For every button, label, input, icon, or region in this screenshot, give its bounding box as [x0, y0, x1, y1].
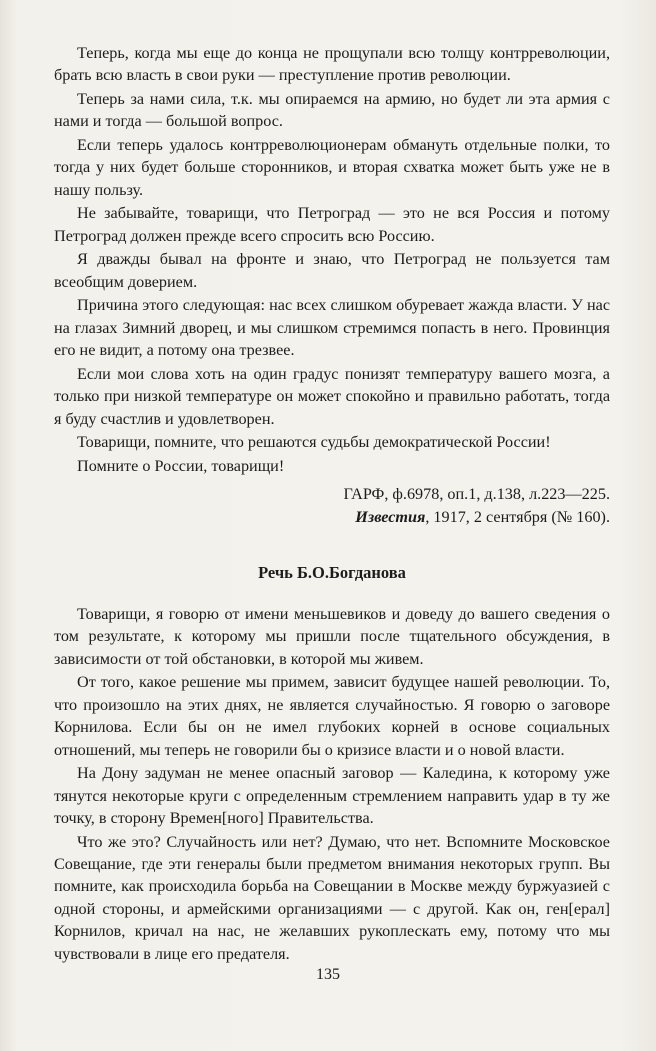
newspaper-details: , 1917, 2 сентября (№ 160).	[425, 507, 610, 526]
text-column	[54, 42, 610, 966]
newspaper-title: Известия	[355, 507, 426, 526]
section-heading: Речь Б.О.Богданова	[258, 563, 406, 583]
paragraph: Помните о России, товарищи!	[77, 456, 285, 475]
paragraph: Если теперь удалось контрреволюционерам обмануть отдельные полки, то тогда у них будет больше сторонников, и вторая схватка может быть уже не в нашу пользу.	[54, 136, 610, 199]
paragraph: Причина этого следующая: нас всех слишком обуревает жажда власти. У нас на глазах Зимний дворец, и мы слишком стремимся попасть в него. Провинция его не видит, а потому она трезвее.	[54, 296, 610, 360]
source-citation	[54, 483, 610, 528]
bogdanov-speech	[54, 603, 610, 965]
paragraph: Теперь, когда мы еще до конца не прощупали всю толщу контрреволюции, брать всю власть в свои руки — преступление против революции.	[54, 44, 610, 85]
speech-continuation	[54, 42, 610, 477]
archive-reference: ГАРФ, ф.6978, оп.1, д.138, л.223—225.	[343, 485, 610, 504]
paragraph: Я дважды бывал на фронте и знаю, что Петроград не пользуется там всеобщим доверием.	[54, 250, 610, 291]
paragraph: Не забывайте, товарищи, что Петроград — это не вся Россия и потому Петроград должен прежде всего спросить всю Россию.	[54, 204, 610, 245]
paragraph: От того, какое решение мы примем, зависит будущее нашей революции. То, что произошло на этих днях, не является случайностью. Я говорю о заговоре Корнилова. Если бы он не имел глубоких корней в основе социальных отношений, мы теперь не говорили бы о кризисе власти и о новой власти.	[54, 673, 610, 759]
paragraph: Теперь за нами сила, т.к. мы опираемся на армию, но будет ли эта армия с нами и тогда — большой вопрос.	[54, 90, 610, 131]
paragraph: На Дону задуман не менее опасный заговор — Каледина, к которому уже тянутся некоторые круги с определенным стремлением направить удар в ту же точку, в сторону Времен[ного] Правительства.	[54, 764, 610, 828]
paragraph: Что же это? Случайность или нет? Думаю, что нет. Вспомните Московское Совещание, где эти генералы были предметом внимания некоторых групп. Вы помните, как происходила борьба на Совещании в Москве между буржуазией с одной стороны, и армейскими организациями — с другой. Как он, ген[ерал] Корнилов, кричал на нас, не желавших рукоплескать ему, потому что мы чувствовали в лице его предателя.	[54, 832, 610, 963]
paragraph: Товарищи, я говорю от имени меньшевиков и доведу до вашего сведения о том результате, к которому мы пришли после тщательного обсуждения, в зависимости от той обстановки, в которой мы живем.	[54, 605, 610, 668]
paragraph: Если мои слова хоть на один градус понизят температуру вашего мозга, а только при низкой температуре он может спокойно и правильно работать, тогда я буду счастлив и удовлетворен.	[54, 364, 610, 428]
paragraph: Товарищи, помните, что решаются судьбы демократической России!	[77, 433, 551, 452]
page-number: 135	[316, 966, 340, 983]
newspaper-reference	[54, 506, 610, 528]
